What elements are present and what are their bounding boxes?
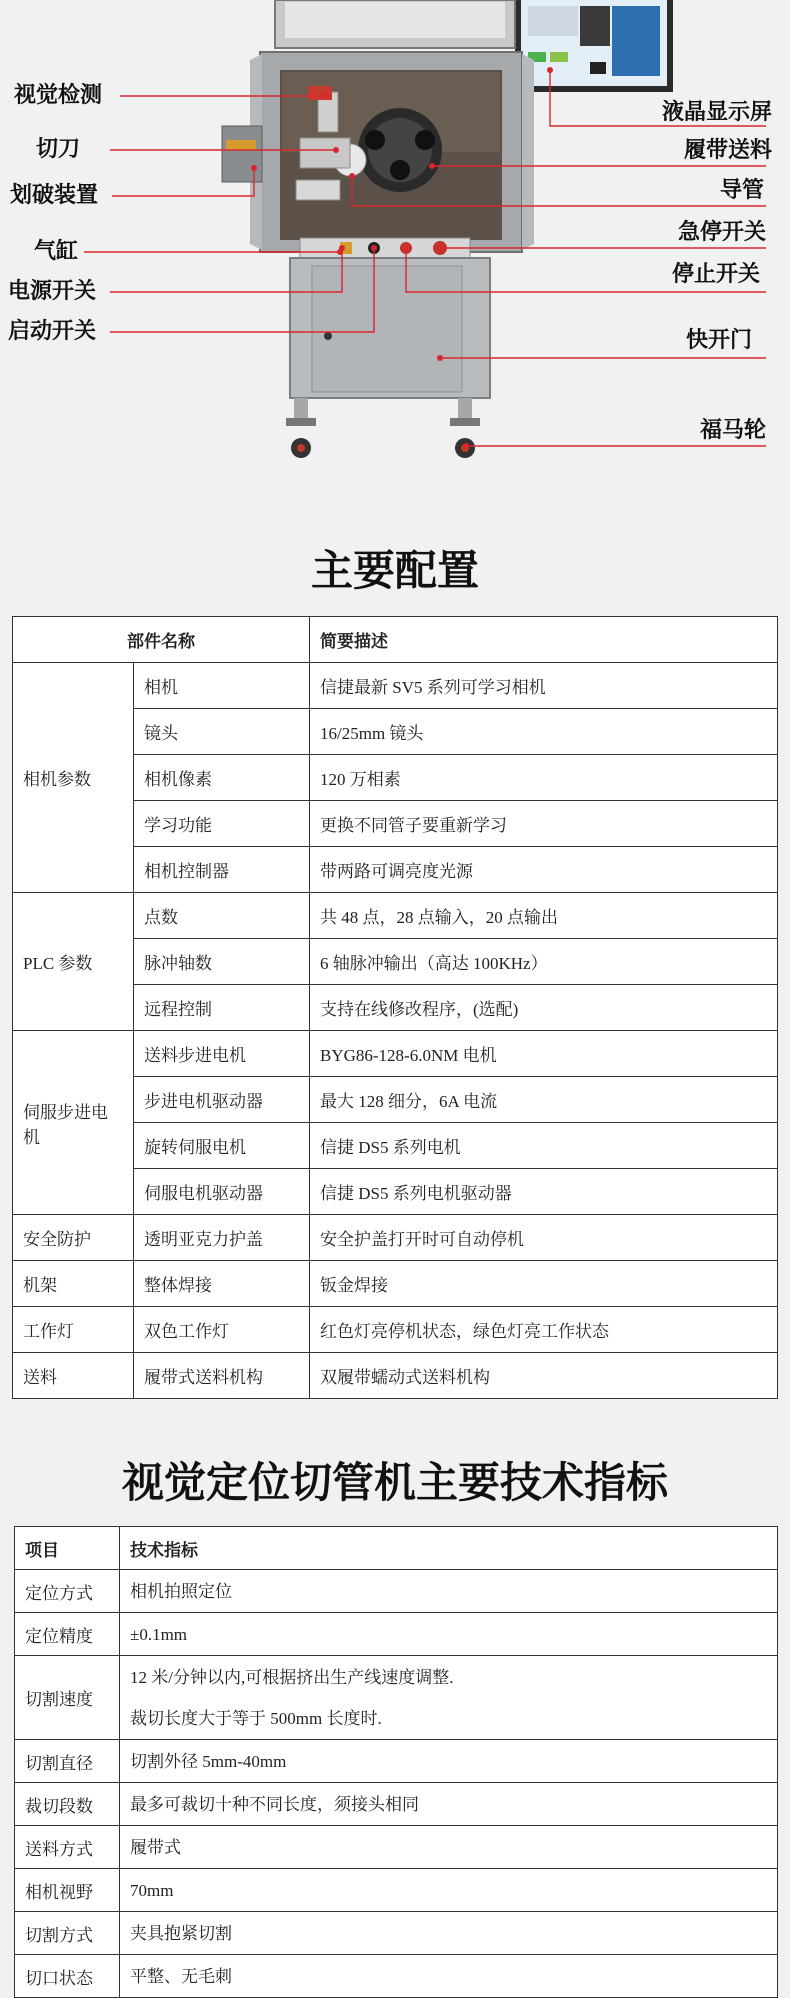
group-name-cell: 送料	[13, 1353, 134, 1399]
part-cell: 脉冲轴数	[134, 939, 310, 985]
label-cylinder: 气缸	[34, 239, 79, 264]
spec-line: 履带式	[130, 1837, 181, 1857]
description-cell: 信捷 DS5 系列电机	[310, 1123, 778, 1169]
spec-line: 最多可裁切十种不同长度，须接头相同	[130, 1794, 419, 1814]
label-power-switch: 电源开关	[8, 279, 97, 304]
spec-line: 70mm	[130, 1880, 174, 1900]
label-cutter: 切刀	[36, 137, 81, 162]
description-cell: 钣金焊接	[310, 1261, 778, 1307]
description-cell: 带两路可调亮度光源	[310, 847, 778, 893]
description-cell: 6 轴脉冲输出（高达 100KHz）	[310, 939, 778, 985]
description-cell: 共 48 点，28 点输入，20 点输出	[310, 893, 778, 939]
part-cell: 伺服电机驱动器	[134, 1169, 310, 1215]
tech-table	[14, 1526, 778, 1998]
spec-line: 12 米/分钟以内,可根据挤出生产线速度调整.	[130, 1667, 454, 1687]
spec-cell	[120, 1955, 778, 1998]
part-cell: 镜头	[134, 709, 310, 755]
spec-cell	[120, 1912, 778, 1955]
item-cell: 定位精度	[15, 1613, 120, 1656]
part-cell: 步进电机驱动器	[134, 1077, 310, 1123]
item-cell: 切割方式	[15, 1912, 120, 1955]
table-row	[13, 893, 778, 939]
description-cell: 红色灯亮停机状态，绿色灯亮工作状态	[310, 1307, 778, 1353]
label-emergency-stop: 急停开关	[677, 220, 766, 245]
table-row	[13, 663, 778, 709]
table-row	[13, 1031, 778, 1077]
machine-diagram	[0, 0, 790, 490]
lcd-monitor	[515, 0, 673, 92]
table-row	[15, 1869, 778, 1912]
part-cell: 旋转伺服电机	[134, 1123, 310, 1169]
part-cell: 履带式送料机构	[134, 1353, 310, 1399]
item-cell: 定位方式	[15, 1570, 120, 1613]
part-cell: 相机	[134, 663, 310, 709]
group-name-cell: 伺服步进电机	[13, 1031, 134, 1215]
spec-line: 夹具抱紧切割	[130, 1923, 232, 1943]
spec-cell	[120, 1570, 778, 1613]
description-cell: 安全护盖打开时可自动停机	[310, 1215, 778, 1261]
spec-cell	[120, 1869, 778, 1912]
spec-line: 裁切长度大于等于 500mm 长度时.	[130, 1708, 382, 1728]
description-cell: 信捷最新 SV5 系列可学习相机	[310, 663, 778, 709]
group-name-cell: 安全防护	[13, 1215, 134, 1261]
group-name-cell: 工作灯	[13, 1307, 134, 1353]
label-lcd-display: 液晶显示屏	[661, 100, 772, 125]
label-vision-inspection: 视觉检测	[14, 83, 103, 108]
item-cell: 裁切段数	[15, 1783, 120, 1826]
tech-title: 视觉定位切管机主要技术指标	[121, 1458, 668, 1507]
item-cell: 切割速度	[15, 1656, 120, 1740]
spec-cell	[120, 1740, 778, 1783]
description-cell: 120 万相素	[310, 755, 778, 801]
table-row	[15, 1912, 778, 1955]
label-start-switch: 启动开关	[8, 319, 97, 344]
spec-cell	[120, 1826, 778, 1869]
part-cell: 送料步进电机	[134, 1031, 310, 1077]
table-row	[15, 1570, 778, 1613]
table-row	[15, 1826, 778, 1869]
table-row	[15, 1740, 778, 1783]
part-cell: 学习功能	[134, 801, 310, 847]
header-description: 简要描述	[310, 617, 778, 663]
group-name-cell: 机架	[13, 1261, 134, 1307]
header-part-name: 部件名称	[13, 617, 310, 663]
item-cell: 送料方式	[15, 1826, 120, 1869]
part-cell: 相机控制器	[134, 847, 310, 893]
group-name-cell: 相机参数	[13, 663, 134, 893]
label-caster-wheel: 福马轮	[699, 418, 766, 443]
item-cell: 切口状态	[15, 1955, 120, 1998]
group-name-cell: PLC 参数	[13, 893, 134, 1031]
part-cell: 透明亚克力护盖	[134, 1215, 310, 1261]
table-header-row	[13, 617, 778, 663]
part-cell: 双色工作灯	[134, 1307, 310, 1353]
label-slitting-device: 划破装置	[10, 183, 99, 208]
description-cell: 最大 128 细分，6A 电流	[310, 1077, 778, 1123]
part-cell: 整体焊接	[134, 1261, 310, 1307]
description-cell: BYG86-128-6.0NM 电机	[310, 1031, 778, 1077]
config-table	[12, 616, 778, 1399]
machine-illustration	[0, 0, 790, 490]
description-cell: 双履带蠕动式送料机构	[310, 1353, 778, 1399]
label-stop-switch: 停止开关	[671, 262, 760, 287]
description-cell: 支持在线修改程序，(选配)	[310, 985, 778, 1031]
table-row	[15, 1613, 778, 1656]
header-spec: 技术指标	[120, 1527, 778, 1570]
table-header-row	[15, 1527, 778, 1570]
table-row	[13, 1215, 778, 1261]
config-title: 主要配置	[310, 546, 479, 595]
table-row	[15, 1783, 778, 1826]
spec-line: ±0.1mm	[130, 1624, 188, 1644]
label-track-feeding: 履带送料	[683, 138, 772, 163]
part-cell: 远程控制	[134, 985, 310, 1031]
part-cell: 点数	[134, 893, 310, 939]
table-row	[13, 1261, 778, 1307]
table-row	[13, 1353, 778, 1399]
item-cell: 相机视野	[15, 1869, 120, 1912]
spec-line: 切割外径 5mm-40mm	[130, 1751, 287, 1771]
label-guide-tube: 导管	[719, 178, 764, 203]
header-item: 项目	[15, 1527, 120, 1570]
spec-cell	[120, 1783, 778, 1826]
description-cell: 16/25mm 镜头	[310, 709, 778, 755]
spec-cell	[120, 1656, 778, 1740]
part-cell: 相机像素	[134, 755, 310, 801]
description-cell: 更换不同管子要重新学习	[310, 801, 778, 847]
description-cell: 信捷 DS5 系列电机驱动器	[310, 1169, 778, 1215]
spec-cell	[120, 1613, 778, 1656]
spec-line: 相机拍照定位	[130, 1581, 232, 1601]
spec-line: 平整、无毛刺	[130, 1966, 232, 1986]
item-cell: 切割直径	[15, 1740, 120, 1783]
table-row	[15, 1656, 778, 1740]
table-row	[13, 1307, 778, 1353]
label-quick-door: 快开门	[685, 328, 752, 353]
table-row	[15, 1955, 778, 1998]
